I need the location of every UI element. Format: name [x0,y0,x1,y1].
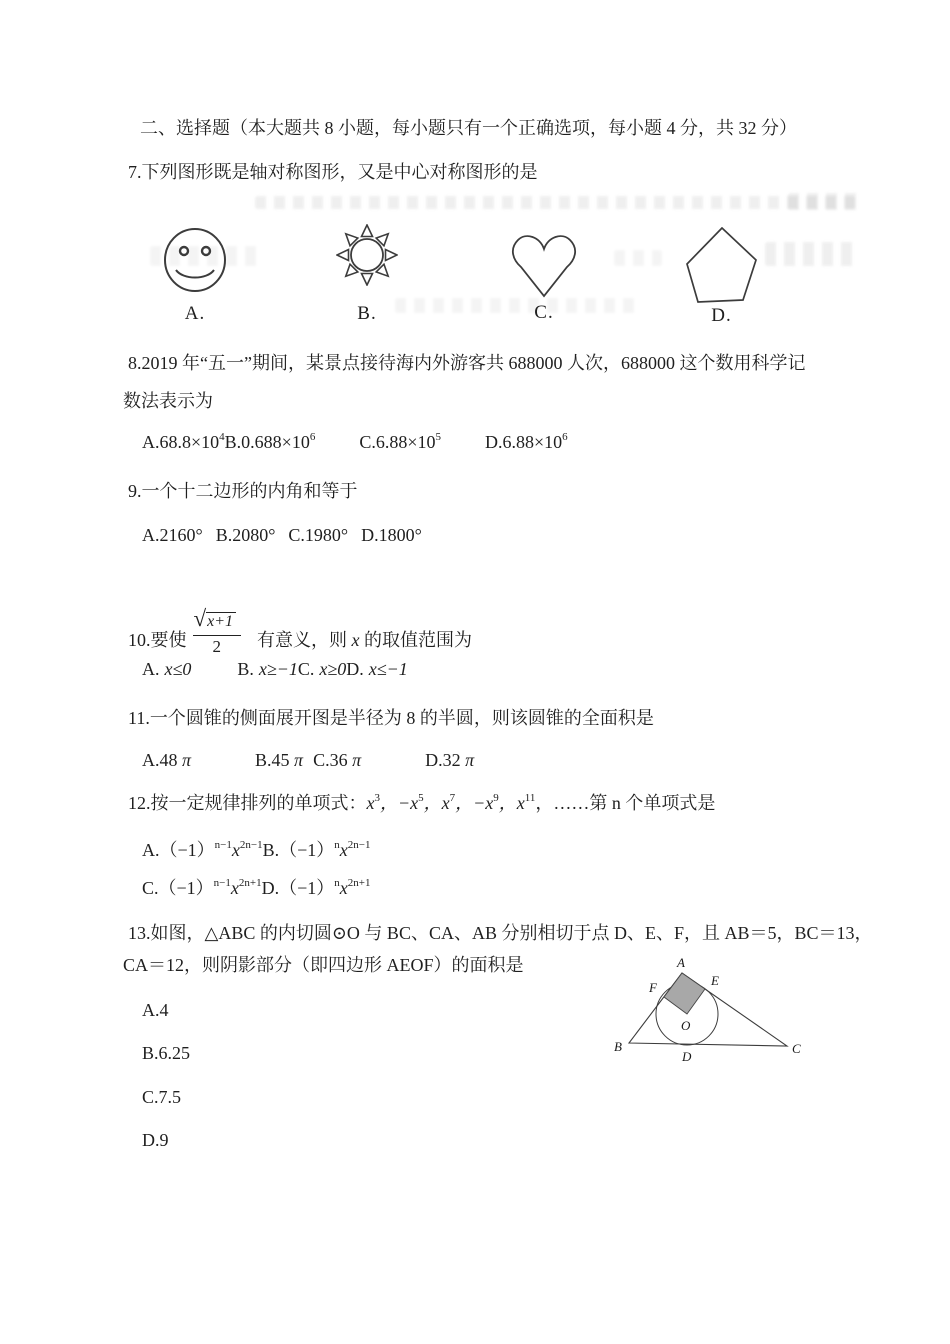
denominator: 2 [193,635,242,657]
question-11-text: 11.一个圆锥的侧面展开图是半径为 8 的半圆，则该圆锥的全面积是 [128,708,654,728]
option-d: D.1800° [361,525,422,545]
vertex-label-a: A [677,955,685,970]
sun-figure [336,224,398,286]
option-b: B.45 π [255,750,304,770]
option-d: D. x≤−1 [346,659,408,679]
bleed-through-artifact [614,250,662,266]
pentagon-figure [686,227,757,303]
question-10-prefix: 10.要使 [128,630,187,650]
variable-x: x [351,630,360,650]
figure-choice-b [336,224,398,325]
question-13-line1: 13.如图，△ABC 的内切圆⊙O 与 BC、CA、AB 分别相切于点 D、E、F，且 AB＝5，BC＝13， [128,923,873,943]
option-b: B.2080° [215,525,276,545]
option-c: C.36 π [313,750,362,770]
smiley-face-figure [163,227,227,293]
figure-choice-c [506,230,582,324]
figure-choice-a [163,227,227,325]
question-9-options [142,523,435,547]
question-12-options-row1 [142,838,370,862]
question-12-text: 12.按一定规律排列的单项式：$x^3$，$-x^5$，$x^7$，$-x^9$，$x^{11}$，……第 n 个单项式是 [128,792,716,813]
bleed-through-artifact [788,193,858,210]
option-b: $B.0.688\times 10^6$ [224,431,316,452]
question-13-option-d: D.9 [142,1130,169,1150]
question-8-line2: 数法表示为 [123,391,213,411]
question-13-option-a: A.4 [142,1000,169,1020]
question-13-line2: CA＝12，则阴影部分（即四边形 AEOF）的面积是 [123,955,524,975]
question-10-after1: 有意义，则 [257,630,348,650]
question-10-options [142,657,408,681]
option-c: C. x≥0 [297,659,347,679]
question-8-options [142,430,568,454]
figure-label-b: B. [357,303,377,324]
q10-fraction [193,608,242,657]
radical-sign: √ [193,606,207,631]
option-c: C.1980° [288,525,349,545]
heart-figure [506,230,582,298]
question-12-options-row2 [142,876,370,900]
option-d: $D.(-1)^nx^{2n+1}$ [261,877,371,898]
question-7-text: 7.下列图形既是轴对称图形，又是中心对称图形的是 [128,162,538,182]
option-d: D.32 π [425,750,475,770]
question-11-options [142,748,474,772]
question-13-option-b: B.6.25 [142,1043,191,1063]
option-a: $A.68.8\times 10^4$ [142,431,225,452]
option-a: A. x≤0 [142,659,192,679]
vertex-label-c: C [792,1041,801,1056]
option-d: $D.6.88\times 10^6$ [485,431,568,452]
bleed-through-artifact [255,196,855,209]
question-10-text [128,608,472,657]
option-b: B. x≥−1 [237,659,298,679]
question-12-prefix: 12.按一定规律排列的单项式： [128,793,367,813]
center-label-o: O [681,1018,691,1033]
incircle-triangle-diagram [605,952,805,1067]
option-a: A.48 π [142,750,192,770]
option-b: $B.(-1)^nx^{2n-1}$ [262,839,371,860]
tangent-label-d: D [682,1049,692,1064]
option-c: $C.6.88\times 10^5$ [359,431,441,452]
option-a: $A.(-1)^{n-1}x^{2n-1}$ [142,839,263,860]
figure-label-c: C. [534,302,554,323]
figure-label-a: A. [184,303,206,324]
vertex-label-b: B [614,1039,622,1054]
bleed-through-artifact [765,242,857,266]
figure-label-d: D. [711,305,732,326]
option-c: $C.(-1)^{n-1}x^{2n+1}$ [142,877,262,898]
tangent-label-f: F [649,980,657,995]
question-8-line1: 8.2019 年“五一”期间，某景点接待海内外游客共 688000 人次，688000 这个数用科学记 [128,353,806,373]
section-header: 二、选择题（本大题共 8 小题，每小题只有一个正确选项，每小题 4 分，共 32 分） [140,118,797,138]
shaded-quadrilateral-aeof [664,973,705,1014]
figure-choice-d [686,227,757,327]
question-13-option-c: C.7.5 [142,1087,182,1107]
question-10-after2: 的取值范围为 [364,630,473,650]
question-12-suffix: ，……第 n 个单项式是 [535,793,716,813]
option-a: A.2160° [142,525,203,545]
tangent-label-e: E [711,973,719,988]
radicand: x+1 [206,612,236,630]
question-9-text: 9.一个十二边形的内角和等于 [128,481,358,501]
